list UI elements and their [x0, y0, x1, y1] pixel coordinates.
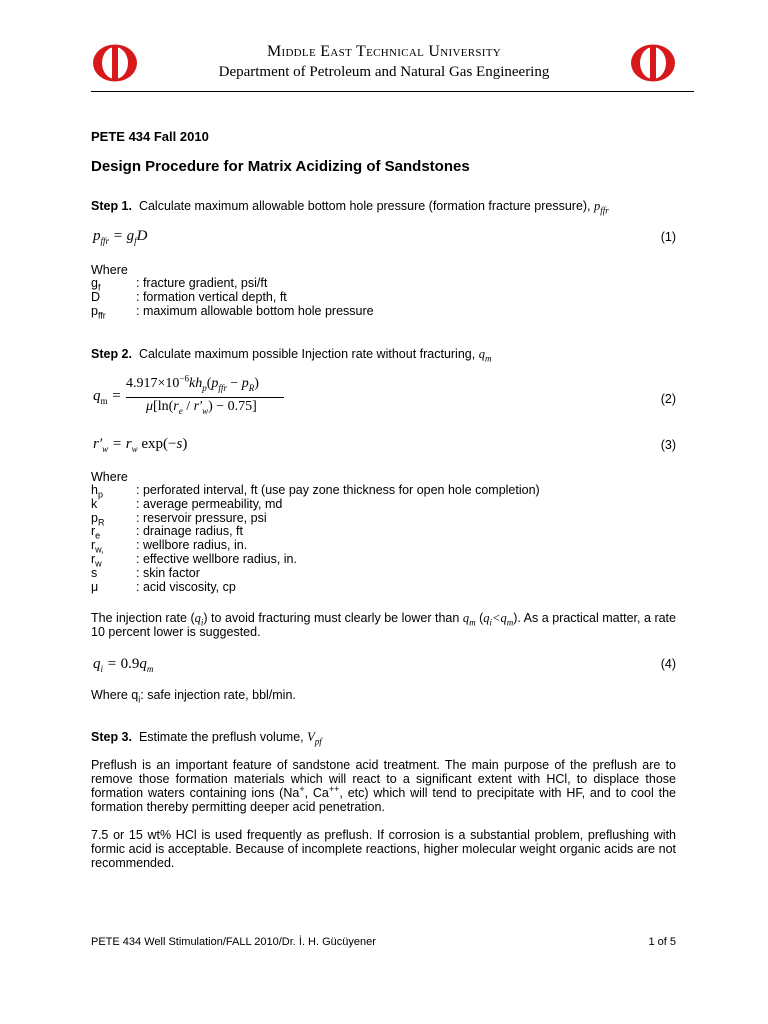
equation-2: $4.917\times 10^{-6}kh_p(p_{ffr} - p_R)$ $\mu[\ln(r_e / r'_w) - 0.75]$: [126, 376, 286, 420]
definition-symbol: $g_f$: [91, 276, 101, 293]
header-divider: [91, 91, 694, 92]
definition-row: [91, 525, 540, 539]
step3-var-sub: pf: [314, 736, 322, 747]
step3-var: V: [307, 730, 315, 744]
course-label: PETE 434 Fall 2010: [91, 129, 209, 144]
step1-where: Where: [91, 263, 128, 277]
definition-description: : maximum allowable bottom hole pressure: [136, 303, 374, 318]
eq1-number: (1): [660, 230, 676, 244]
definition-description: : fracture gradient, psi/ft: [136, 276, 268, 290]
definition-symbol: s: [91, 565, 98, 580]
step2-var-sub: m: [484, 353, 492, 364]
step2-where: Where: [91, 470, 128, 484]
definition-row: [91, 581, 540, 595]
step2-definitions: [91, 484, 540, 594]
footer-course: PETE 434 Well Stimulation/FALL 2010/Dr. İ. H. Gücüyener: [91, 936, 376, 948]
safe-injection-note: Where $q_i$: safe injection rate, bbl/min.: [91, 688, 296, 705]
definition-description: : average permeability, md: [136, 496, 283, 511]
eq2-lhs: $q_m$ =: [93, 388, 122, 406]
definition-description: : effective wellbore radius, in.: [136, 551, 297, 566]
definition-symbol: μ: [91, 579, 99, 594]
definition-description: : formation vertical depth, ft: [136, 289, 287, 304]
definition-row: [91, 567, 540, 581]
definition-description: : skin factor: [136, 565, 200, 580]
document-title: Design Procedure for Matrix Acidizing of Sandstones: [91, 158, 470, 175]
injection-rate-paragraph: The injection rate $(q_i)$ to avoid fracturing must clearly be lower than $q_m$ $(q_i<q_m)$. As a practical matter, a rate 10 percent lower is suggested.: [91, 611, 676, 639]
definition-row: [91, 553, 540, 567]
university-name: Middle East Technical University: [266, 43, 502, 60]
definition-symbol: $r_e$: [91, 524, 101, 541]
definition-description: : acid viscosity, cp: [136, 579, 236, 594]
definition-row: [91, 512, 540, 526]
definition-row: [91, 539, 540, 553]
definition-description: : perforated interval, ft (use pay zone thickness for open hole completion): [136, 483, 540, 497]
step3-label: Step 3.: [91, 730, 132, 744]
definition-row: [91, 305, 374, 319]
definition-row: [91, 484, 540, 498]
step1-definitions: [91, 276, 374, 321]
step2-label: Step 2.: [91, 347, 132, 361]
step1-var-sub: ffr: [600, 205, 609, 216]
eq4-number: (4): [660, 657, 676, 671]
step1-label: Step 1.: [91, 199, 132, 213]
eq3-number: (3): [660, 438, 676, 452]
equation-3: $r'_w = r_w$ exp(−s): [93, 436, 188, 454]
step1-text: Calculate maximum allowable bottom hole pressure (formation fracture pressure),: [138, 199, 591, 213]
preflush-paragraph: Preflush is an important feature of sandstone acid treatment. The main purpose of the preflush are to remove those formation materials which will react to a significant extent with HCl, to displace those formation waters containing ions (Na+, Ca++, etc) which will tend to precipitate with HF, and to cool the formation thereby permitting deeper acid penetration.: [91, 758, 676, 814]
definition-description: : reservoir pressure, psi: [136, 510, 267, 525]
definition-symbol: $h_p$: [91, 483, 103, 500]
definition-row: [91, 291, 374, 305]
hcl-paragraph: 7.5 or 15 wt% HCl is used frequently as preflush. If corrosion is a substantial problem, preflushing with formic acid is acceptable. Because of incomplete reactions, higher molecular weight organic acids are not recommended.: [91, 828, 676, 870]
definition-symbol: D: [91, 289, 101, 304]
equation-1: $p_{ffr} = g_fD$: [93, 228, 148, 246]
step2-heading: [91, 347, 492, 364]
definition-row: [91, 277, 374, 291]
step3-heading: [91, 730, 322, 747]
definition-symbol: k: [91, 496, 98, 511]
step1-heading: [91, 199, 609, 216]
definition-row: [91, 498, 540, 512]
step3-text: Estimate the preflush volume,: [138, 730, 304, 744]
department-name: Department of Petroleum and Natural Gas Engineering: [218, 64, 550, 80]
step2-var: q: [478, 347, 485, 361]
definition-symbol: $r_w$: [91, 551, 102, 569]
eq2-number: (2): [660, 392, 676, 406]
definition-symbol: $r_{w,}$: [91, 538, 104, 555]
definition-description: : drainage radius, ft: [136, 524, 244, 539]
definition-symbol: $p_{ffr}$: [91, 303, 106, 321]
step1-var: p: [594, 199, 601, 213]
definition-description: : wellbore radius, in.: [136, 538, 248, 553]
definition-symbol: $p_R$: [91, 510, 105, 528]
equation-4: $q_i = 0.9q_m$: [93, 656, 154, 674]
page-number: 1 of 5: [648, 936, 676, 948]
step2-text: Calculate maximum possible Injection rate without fracturing,: [138, 347, 476, 361]
